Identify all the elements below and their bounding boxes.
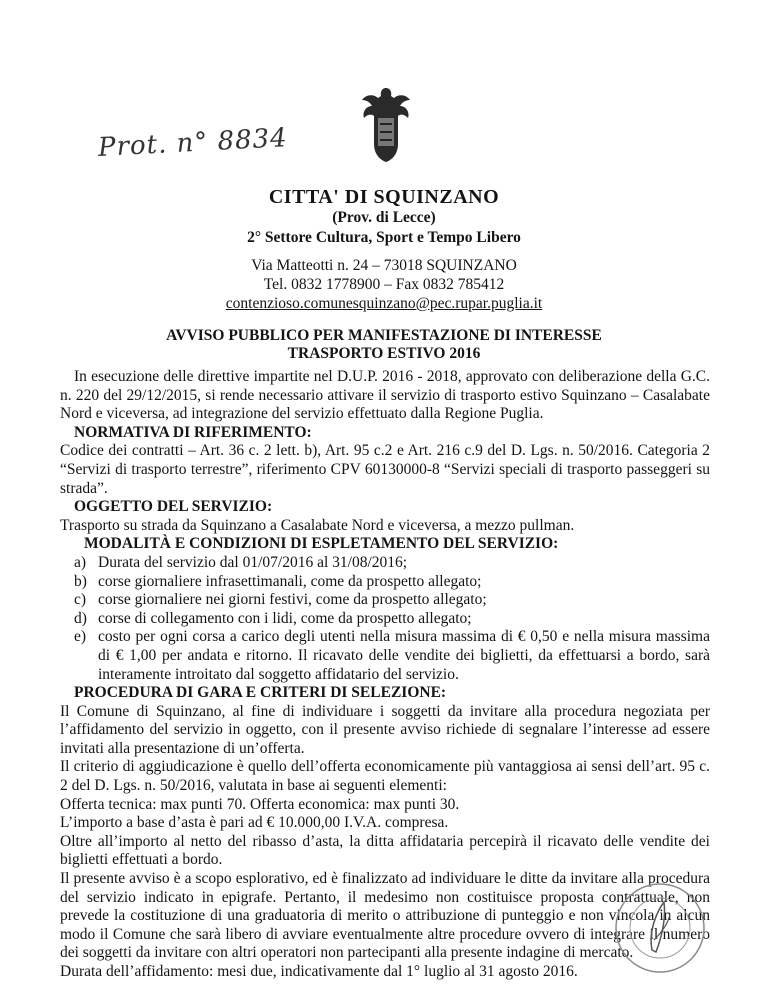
- official-stamp-icon: [612, 880, 708, 976]
- procedura-paragraph-1: Il Comune di Squinzano, al fine di individuare i soggetti da invitare alla procedura negoziata per l’affidamento del servizio in oggetto, con il presente avviso richiede di segnalare l’interesse ad essere invitati alla presentazione di un’offerta.: [60, 702, 710, 757]
- handwritten-protocol-note: Prot. n° 8834: [97, 123, 289, 163]
- list-item: b) corse giornaliere infrasettimanali, come da prospetto allegato;: [74, 572, 482, 590]
- modalita-list: [60, 554, 710, 684]
- address-line: Via Matteotti n. 24 – 73018 SQUINZANO: [251, 257, 517, 274]
- procedura-paragraph-5: Oltre all’importo al netto del ribasso d’asta, la ditta affidataria percepirà il ricavato delle vendite dei biglietti effettuati a bordo.: [60, 832, 710, 869]
- procedura-paragraph-2: Il criterio di aggiudicazione è quello dell’offerta economicamente più vantaggiosa ai sensi dell’art. 95 c. 2 del D. Lgs. n. 50/2016, valutata in base ai seguenti elementi:: [60, 758, 710, 795]
- normativa-paragraph: Codice dei contratti – Art. 36 c. 2 lett. b), Art. 95 c.2 e Art. 216 c.9 del D. Lgs. n. 50/2016. Categoria 2 “Servizi di trasporto terrestre”, riferimento CPV 60130000-8 “Servizi speciali di trasporto passeggeri su strada”.: [60, 442, 710, 497]
- procedura-paragraph-3: Offerta tecnica: max punti 70. Offerta economica: max punti 30.: [60, 795, 460, 813]
- procedura-paragraph-6: Il presente avviso è a scopo esplorativo, ed è finalizzato ad individuare le ditte da invitare alla procedura del servizio indicato in epigrafe. Pertanto, il medesimo non costituisce proposta contrattuale, non prevede la costituzione di una graduatoria di merito o attribuzione di punteggio e non vincola in alcun modo il Comune che sarà libero di avviare eventualmente altre procedure ovvero di integrare il numero dei soggetti da invitare con altri operatori non partecipanti alla presente indagine di mercato.: [60, 870, 710, 962]
- coat-of-arms-icon: [356, 84, 416, 166]
- modalita-heading: MODALITÀ E CONDIZIONI DI ESPLETAMENTO DEL SERVIZIO:: [84, 535, 559, 553]
- list-item: a) Durata del servizio dal 01/07/2016 al 31/08/2016;: [74, 553, 408, 571]
- email-link[interactable]: contenzioso.comunesquinzano@pec.rupar.puglia.it: [225, 295, 543, 312]
- durata-paragraph: Durata dell’affidamento: mesi due, indicativamente dal 1° luglio al 31 agosto 2016.: [60, 963, 578, 980]
- department-label: 2° Settore Cultura, Sport e Tempo Libero: [247, 229, 521, 246]
- province-label: (Prov. di Lecce): [332, 209, 436, 226]
- normativa-heading: NORMATIVA DI RIFERIMENTO:: [74, 423, 312, 441]
- notice-subtitle: TRASPORTO ESTIVO 2016: [287, 345, 481, 362]
- oggetto-paragraph: Trasporto su strada da Squinzano a Casalabate Nord e viceversa, a mezzo pullman.: [60, 516, 575, 534]
- phone-fax-line: Tel. 0832 1778900 – Fax 0832 785412: [263, 276, 505, 293]
- list-item: c) corse giornaliere nei giorni festivi, come da prospetto allegato;: [74, 591, 487, 609]
- list-item: e) costo per ogni corsa a carico degli utenti nella misura massima di € 0,50 e nella misura massima di € 1,00 per andata e ritorno. Il ricavato delle vendite dei biglietti, da effettuarsi a bordo, sarà interamente introitato dal soggetto affidatario del servizio.: [74, 628, 710, 683]
- city-title: CITTA' DI SQUINZANO: [268, 186, 500, 208]
- list-item: d) corse di collegamento con i lidi, come da prospetto allegato;: [74, 609, 472, 627]
- intro-paragraph: In esecuzione delle direttive impartite nel D.U.P. 2016 - 2018, approvato con deliberazione della G.C. n. 220 del 29/12/2015, si rende necessario attivare il servizio di trasporto estivo Squinzano – Casalabate Nord e viceversa, ad integrazione del servizio effettuato dalla Regione Puglia.: [60, 368, 710, 423]
- oggetto-heading: OGGETTO DEL SERVIZIO:: [74, 498, 273, 516]
- notice-title: AVVISO PUBBLICO PER MANIFESTAZIONE DI INTERESSE: [166, 327, 602, 344]
- procedura-paragraph-4: L’importo a base d’asta è pari ad € 10.000,00 I.V.A. compresa.: [60, 814, 449, 832]
- procedura-heading: PROCEDURA DI GARA E CRITERI DI SELEZIONE:: [74, 684, 447, 702]
